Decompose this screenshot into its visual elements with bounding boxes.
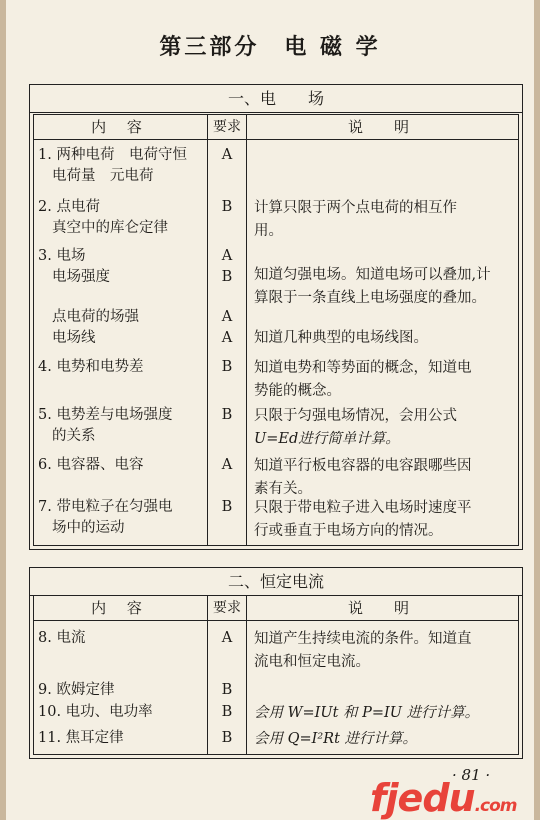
note-cell bbox=[254, 327, 513, 350]
level-cell: B bbox=[221, 499, 233, 515]
watermark-suffix: .com bbox=[474, 796, 517, 816]
topic-line: 2. 点电荷 bbox=[38, 199, 100, 215]
section-steady-current bbox=[29, 567, 523, 759]
level-cell: B bbox=[221, 730, 233, 746]
note-cell bbox=[254, 197, 513, 243]
note-line: 只限于匀强电场情况，会用公式 bbox=[254, 408, 457, 424]
column-divider bbox=[246, 115, 247, 545]
level-cell: B bbox=[221, 704, 233, 720]
note-line: 计算只限于两个点电荷的相互作 bbox=[254, 200, 457, 216]
topic-cell bbox=[38, 145, 206, 187]
watermark-text: fjedu bbox=[370, 776, 475, 820]
topic-line: 7. 带电粒子在匀强电 bbox=[38, 499, 173, 515]
topic-line: 9. 欧姆定律 bbox=[38, 682, 115, 698]
level-line: B bbox=[221, 269, 233, 285]
note-line: 势能的概念。 bbox=[254, 383, 341, 399]
note-cell bbox=[254, 264, 513, 310]
watermark-logo bbox=[370, 776, 517, 820]
note-cell bbox=[254, 455, 513, 501]
header-divider bbox=[34, 139, 518, 140]
topic-line: 5. 电势差与电场强度 bbox=[38, 407, 173, 423]
topic-cell bbox=[38, 246, 206, 288]
topic-line: 电场线 bbox=[52, 330, 96, 346]
header-description: 说 明 bbox=[347, 118, 417, 136]
topic-line: 6. 电容器、电容 bbox=[38, 457, 144, 473]
topic-line: 点电荷的场强 bbox=[52, 309, 139, 325]
topic-line: 11. 焦耳定律 bbox=[38, 730, 124, 746]
note-line: 知道平行板电容器的电容跟哪些因 bbox=[254, 458, 472, 474]
note-cell bbox=[254, 497, 513, 543]
topic-line: 1. 两种电荷 电荷守恒 bbox=[38, 147, 187, 163]
topic-line: 电荷量 元电荷 bbox=[52, 168, 154, 184]
topic-line: 10. 电功、电功率 bbox=[38, 704, 153, 720]
topic-cell bbox=[38, 307, 206, 349]
page-title: 第三部分 电 磁 学 bbox=[159, 34, 381, 60]
level-cell bbox=[208, 246, 246, 288]
header-content: 内 容 bbox=[91, 599, 150, 617]
topic-line: 的关系 bbox=[52, 428, 96, 444]
topic-cell bbox=[38, 628, 206, 649]
level-cell: B bbox=[221, 682, 233, 698]
note-line: 只限于带电粒子进入电场时速度平 bbox=[254, 500, 472, 516]
syllabus-table bbox=[33, 595, 519, 755]
topic-cell bbox=[38, 680, 206, 701]
header-description: 说 明 bbox=[347, 599, 417, 617]
topic-line: 4. 电势和电势差 bbox=[38, 359, 144, 375]
level-line: A bbox=[221, 248, 233, 264]
note-line: 会用 Q=I²Rt 进行计算。 bbox=[254, 731, 418, 747]
note-cell bbox=[254, 405, 513, 451]
topic-line: 真空中的库仑定律 bbox=[52, 220, 168, 236]
note-line: 流电和恒定电流。 bbox=[254, 654, 370, 670]
topic-cell bbox=[38, 455, 206, 476]
section-title: 一、电 场 bbox=[30, 85, 522, 113]
header-level: 要求 bbox=[213, 119, 241, 135]
note-line: 知道几种典型的电场线图。 bbox=[254, 330, 428, 346]
level-cell bbox=[208, 307, 246, 349]
note-line: 知道匀强电场。知道电场可以叠加,计 bbox=[254, 267, 491, 283]
note-line: 用。 bbox=[254, 223, 283, 239]
level-cell: B bbox=[221, 199, 233, 215]
note-line: 算限于一条直线上电场强度的叠加。 bbox=[254, 290, 486, 306]
topic-cell bbox=[38, 405, 206, 447]
note-line: 行或垂直于电场方向的情况。 bbox=[254, 523, 443, 539]
section-title: 二、恒定电流 bbox=[30, 568, 522, 596]
header-level: 要求 bbox=[213, 600, 241, 616]
level-cell: B bbox=[221, 407, 233, 423]
topic-cell bbox=[38, 497, 206, 539]
topic-line: 8. 电流 bbox=[38, 630, 86, 646]
column-divider bbox=[246, 596, 247, 754]
note-line: 会用 W=IUt 和 P=IU 进行计算。 bbox=[254, 705, 480, 721]
note-cell bbox=[254, 628, 513, 674]
note-cell bbox=[254, 702, 513, 725]
topic-cell bbox=[38, 702, 206, 723]
level-cell: A bbox=[221, 147, 233, 163]
syllabus-table bbox=[33, 114, 519, 546]
level-cell: A bbox=[221, 630, 233, 646]
topic-line: 3. 电场 bbox=[38, 248, 86, 264]
note-cell bbox=[254, 357, 513, 403]
page-edge-right bbox=[534, 0, 540, 820]
header-divider bbox=[34, 620, 518, 621]
header-content: 内 容 bbox=[91, 118, 150, 136]
note-line: 知道产生持续电流的条件。知道直 bbox=[254, 631, 472, 647]
note-line: 素有关。 bbox=[254, 481, 312, 497]
note-line: 知道电势和等势面的概念，知道电 bbox=[254, 360, 472, 376]
level-line: A bbox=[221, 330, 233, 346]
topic-cell bbox=[38, 197, 206, 239]
topic-line: 电场强度 bbox=[52, 269, 110, 285]
level-line: A bbox=[221, 309, 233, 325]
page-number: · 81 · bbox=[452, 766, 491, 784]
level-cell: B bbox=[221, 359, 233, 375]
note-cell bbox=[254, 728, 513, 751]
level-cell: A bbox=[221, 457, 233, 473]
page-edge-left bbox=[0, 0, 6, 820]
topic-cell bbox=[38, 728, 206, 749]
topic-line: 场中的运动 bbox=[52, 520, 125, 536]
note-line: U=Ed进行简单计算。 bbox=[254, 431, 400, 447]
topic-cell bbox=[38, 357, 206, 378]
section-electric-field bbox=[29, 84, 523, 550]
